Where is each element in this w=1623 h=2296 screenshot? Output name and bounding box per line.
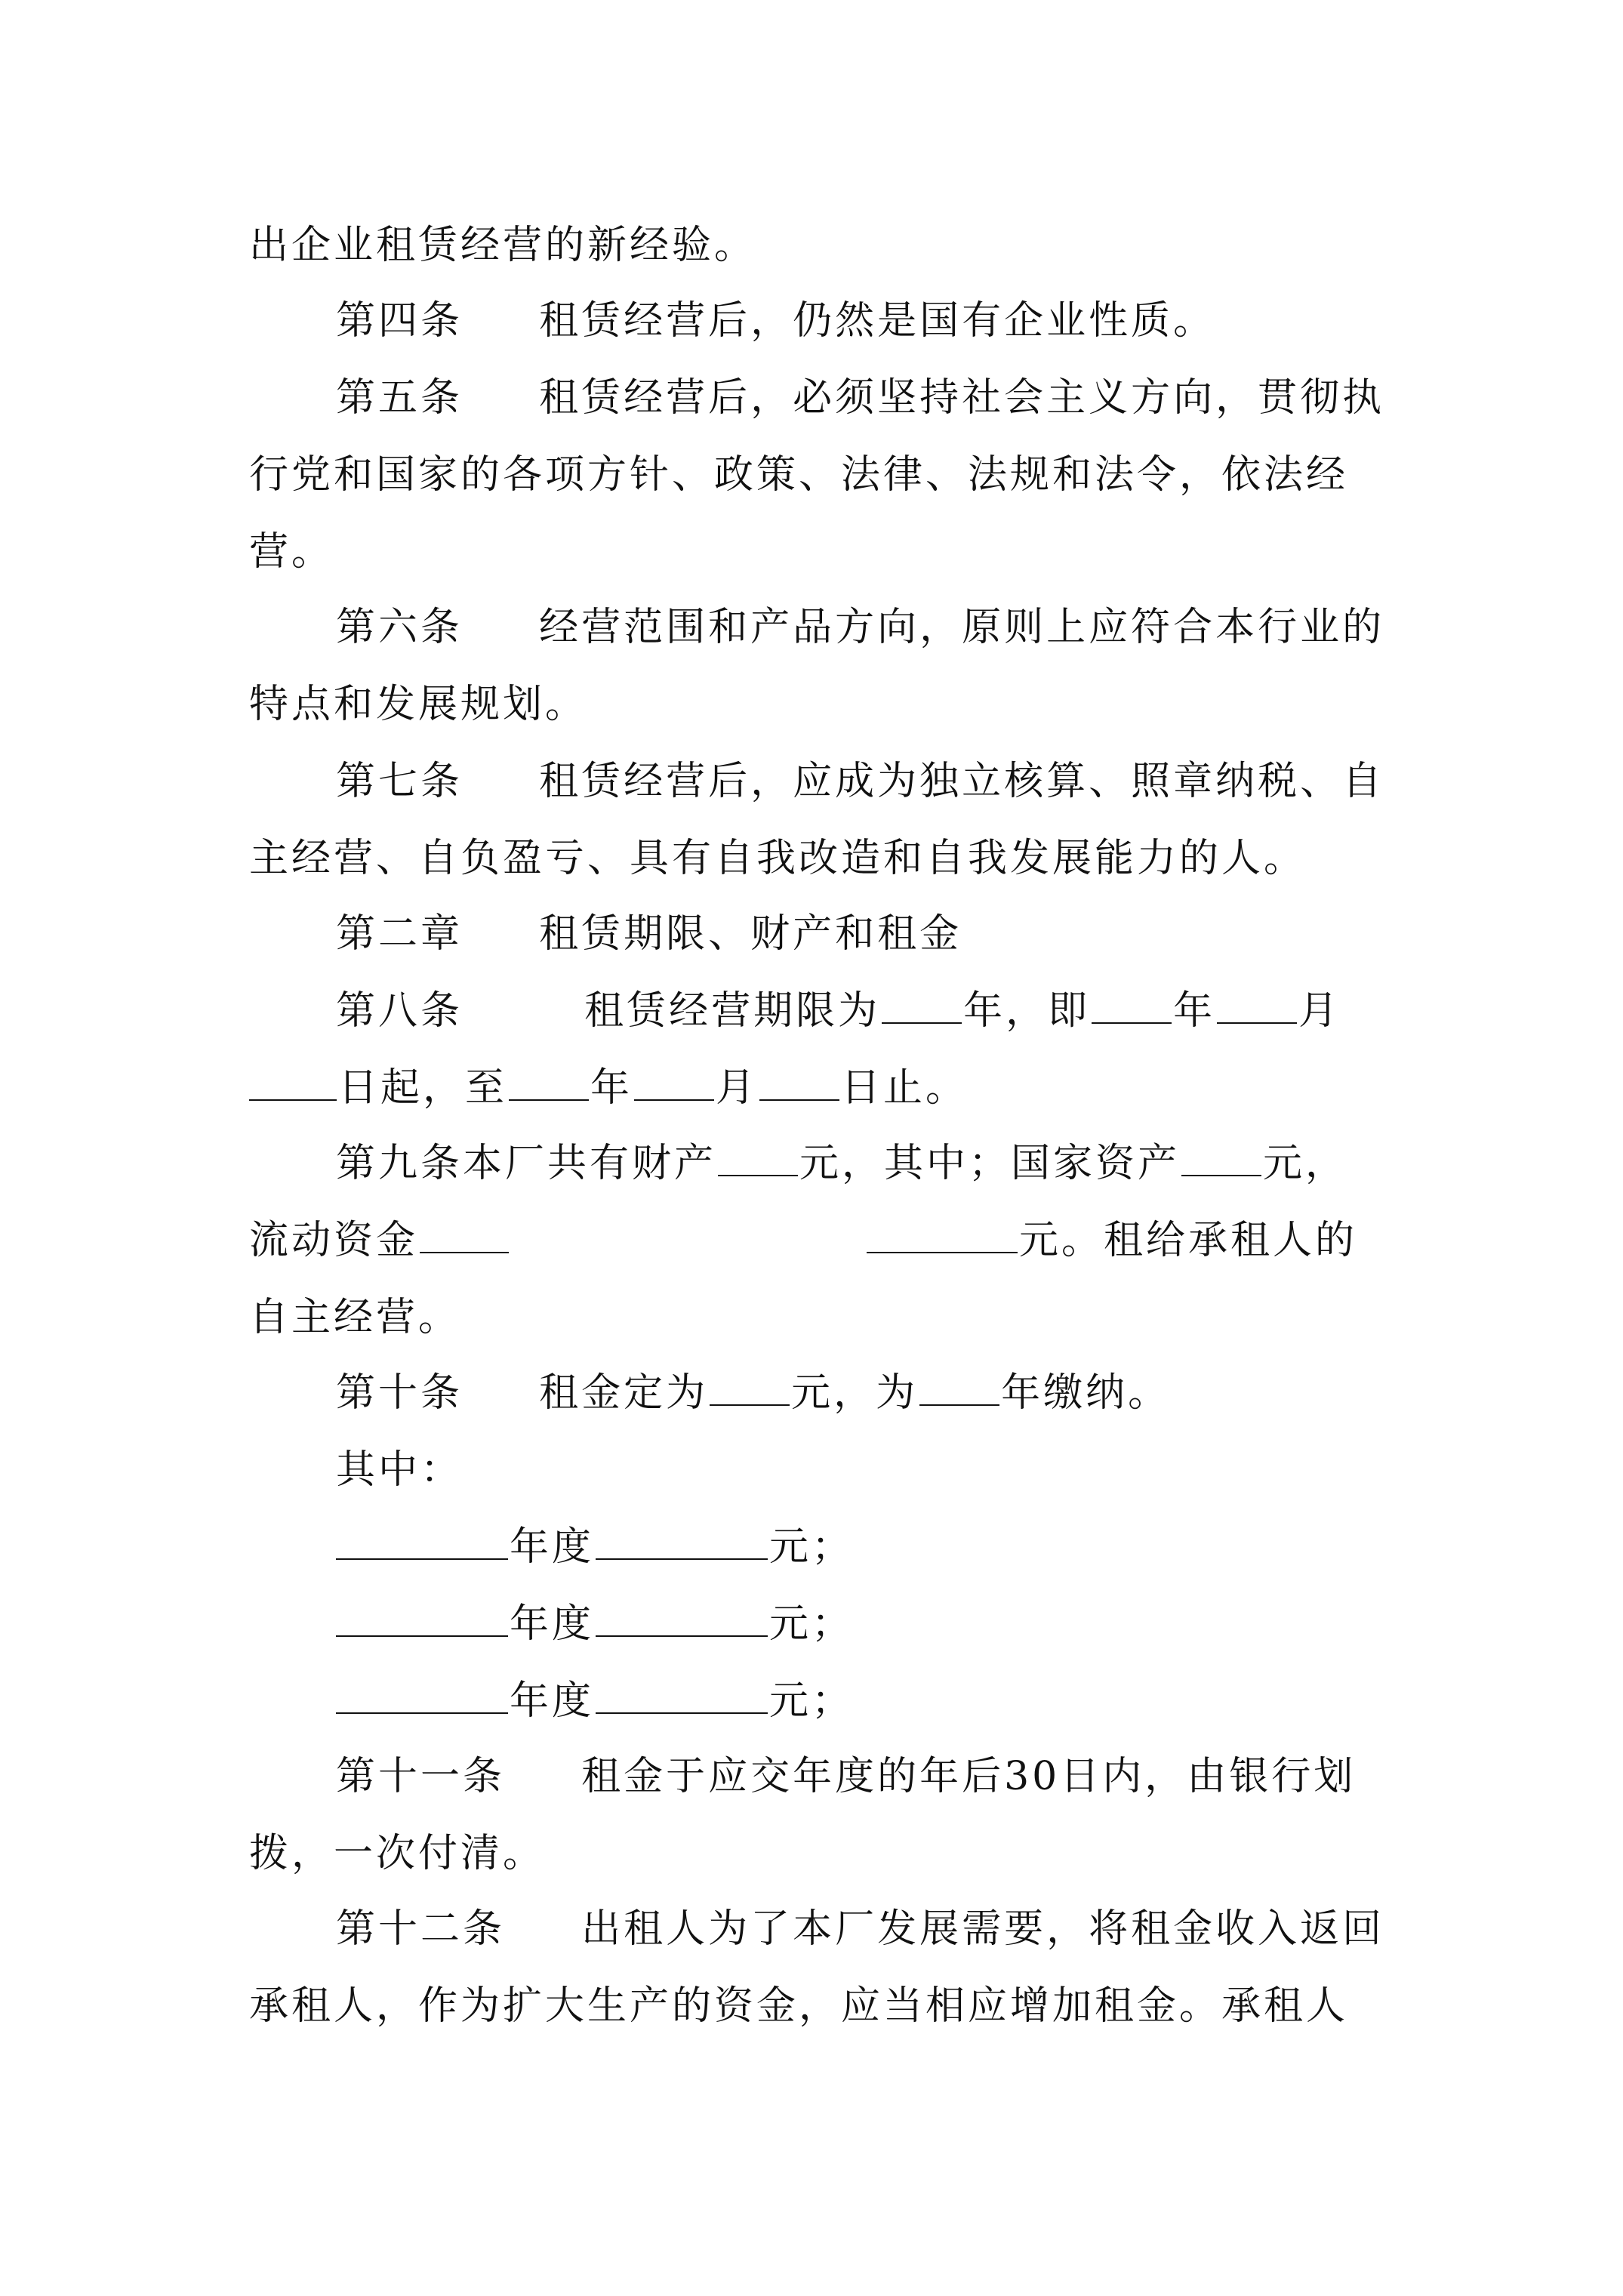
article-text: 年 (590, 1065, 633, 1111)
chapter-title: 租赁期限、财产和租金 (539, 911, 962, 957)
article-9 (336, 1137, 1483, 1190)
article-text: 年，即 (963, 988, 1091, 1034)
article-8 (336, 985, 1483, 1037)
fill-blank[interactable] (759, 1063, 839, 1101)
fill-blank[interactable] (596, 1522, 768, 1560)
article-5-line-2 (249, 448, 1397, 501)
fill-blank[interactable] (718, 1139, 798, 1176)
article-8-line-2 (249, 1062, 1397, 1114)
paragraph-continuation (249, 219, 1397, 272)
article-text: 日止。 (841, 1065, 969, 1111)
article-text: 拨，一次付清。 (249, 1831, 546, 1876)
article-text: 第九条本厂共有财产 (336, 1141, 717, 1186)
article-9-line-3 (249, 1291, 1397, 1344)
year-label: 年度 (510, 1524, 595, 1570)
among-label (336, 1444, 1483, 1496)
article-text: 租赁经营后，应成为独立核算、照章纳税、自 (539, 759, 1385, 804)
article-text: 元， (1263, 1141, 1348, 1186)
fill-blank[interactable] (634, 1063, 714, 1101)
fill-blank[interactable] (336, 1676, 508, 1714)
fill-blank[interactable] (249, 1063, 337, 1101)
annual-rent-row (336, 1598, 1483, 1650)
paragraph-text: 出企业租赁经营的新经验。 (249, 223, 757, 268)
yuan-label: 元； (769, 1678, 855, 1724)
chapter-2-heading (336, 908, 1483, 960)
fill-blank[interactable] (420, 1216, 509, 1253)
article-text: 经营范围和产品方向，原则上应符合本行业的 (539, 605, 1385, 650)
year-label: 年度 (510, 1678, 595, 1724)
fill-blank[interactable] (919, 1368, 999, 1406)
fill-blank[interactable] (336, 1599, 508, 1637)
article-text: 租赁经营期限为 (584, 988, 881, 1034)
article-text: 租金定为 (539, 1370, 709, 1416)
fill-blank[interactable] (882, 986, 962, 1024)
article-11-line-2 (249, 1827, 1397, 1880)
article-text: 自主经营。 (249, 1295, 461, 1340)
fill-blank[interactable] (596, 1676, 768, 1714)
article-number: 第五条 (336, 375, 463, 421)
article-text: 元，其中；国家资产 (799, 1141, 1181, 1186)
fill-blank[interactable] (1092, 986, 1172, 1024)
article-7 (336, 755, 1483, 808)
article-number: 第十二条 (336, 1906, 506, 1952)
annual-rent-row (336, 1675, 1483, 1727)
fill-blank[interactable] (1181, 1139, 1261, 1176)
fill-blank[interactable] (1217, 986, 1297, 1024)
article-text: 租赁经营后，必须坚持社会主义方向，贯彻执 (539, 375, 1385, 421)
article-number: 第十一条 (336, 1754, 506, 1799)
article-text: 其中： (336, 1447, 463, 1493)
fill-blank[interactable] (596, 1599, 768, 1637)
fill-blank[interactable] (710, 1368, 790, 1406)
article-text: 元。租给承租人的 (1019, 1218, 1358, 1263)
article-9-line-2 (249, 1214, 1397, 1267)
article-12 (336, 1903, 1483, 1955)
article-number: 第八条 (336, 988, 463, 1034)
article-11 (336, 1750, 1483, 1803)
article-text: 月 (1298, 988, 1341, 1034)
article-text: 月 (716, 1065, 759, 1111)
article-text: 流动资金 (249, 1218, 419, 1263)
article-6-line-2 (249, 678, 1397, 731)
article-number: 第六条 (336, 605, 463, 650)
article-7-line-2 (249, 832, 1397, 885)
article-text: 日起，至 (338, 1065, 508, 1111)
year-label: 年度 (510, 1601, 595, 1647)
article-text: 租赁经营后，仍然是国有企业性质。 (539, 298, 1216, 344)
fill-blank[interactable] (509, 1063, 589, 1101)
fill-blank[interactable] (336, 1522, 508, 1560)
article-number: 第十条 (336, 1370, 463, 1416)
article-number: 第七条 (336, 759, 463, 804)
article-text: 特点和发展规划。 (249, 682, 588, 727)
article-text: 营。 (249, 529, 334, 575)
yuan-label: 元； (769, 1524, 855, 1570)
article-text: 承租人，作为扩大生产的资金，应当相应增加租金。承租人 (249, 1983, 1349, 2029)
annual-rent-row (336, 1521, 1483, 1573)
article-text: 行党和国家的各项方针、政策、法律、法规和法令，依法经 (249, 452, 1349, 498)
fill-blank[interactable] (867, 1216, 1018, 1253)
article-text: 出租人为了本厂发展需要，将租金收入返回 (581, 1906, 1385, 1952)
article-number: 第四条 (336, 298, 463, 344)
article-text: 租金于应交年度的年后30日内，由银行划 (581, 1754, 1357, 1799)
article-5-line-3 (249, 525, 1397, 578)
chapter-number: 第二章 (336, 911, 463, 957)
article-4 (336, 294, 1483, 347)
article-text: 主经营、自负盈亏、具有自我改造和自我发展能力的人。 (249, 836, 1307, 881)
yuan-label: 元； (769, 1601, 855, 1647)
article-text: 元，为 (791, 1370, 919, 1416)
article-12-line-2 (249, 1980, 1397, 2032)
article-6 (336, 601, 1483, 654)
article-10 (336, 1367, 1483, 1419)
article-5 (336, 371, 1483, 424)
article-text: 年 (1173, 988, 1216, 1034)
article-text: 年缴纳。 (1001, 1370, 1171, 1416)
